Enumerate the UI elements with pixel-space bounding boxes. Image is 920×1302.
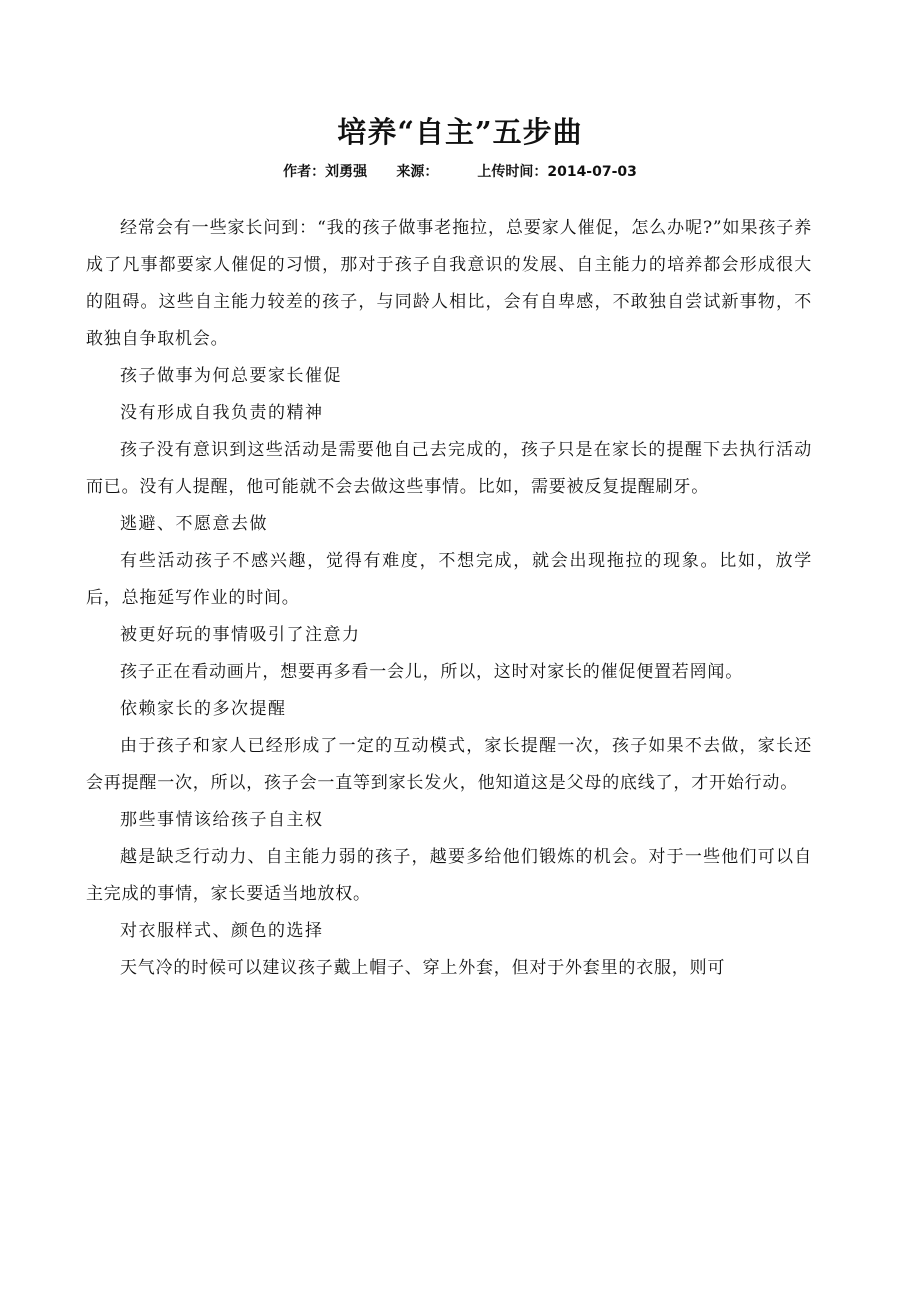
subsection-heading: 对衣服样式、颜色的选择 xyxy=(120,921,324,941)
paragraph: 有些活动孩子不感兴趣，觉得有难度，不想完成，就会出现拖拉的现象。比如，放学后，总拖延写作业的时间。 xyxy=(86,551,812,608)
paragraph: 由于孩子和家人已经形成了一定的互动模式，家长提醒一次，孩子如果不去做，家长还会再提醒一次，所以，孩子会一直等到家长发火，他知道这是父母的底线了，才开始行动。 xyxy=(86,736,812,793)
upload-date: 2014-07-03 xyxy=(547,164,637,180)
article-body xyxy=(86,210,812,987)
section-heading: 那些事情该给孩子自主权 xyxy=(120,810,324,830)
paragraph-intro: 经常会有一些家长问到：“我的孩子做事老拖拉，总要家人催促，怎么办呢?”如果孩子养成了凡事都要家人催促的习惯，那对于孩子自我意识的发展、自主能力的培养都会形成很大的阻碍。这些自主能力较差的孩子，与同龄人相比，会有自卑感，不敢独自尝试新事物，不敢独自争取机会。 xyxy=(86,218,812,349)
article-meta xyxy=(0,160,920,184)
subsection-heading: 被更好玩的事情吸引了注意力 xyxy=(120,625,361,645)
section-heading: 孩子做事为何总要家长催促 xyxy=(120,366,342,386)
paragraph: 孩子没有意识到这些活动是需要他自己去完成的，孩子只是在家长的提醒下去执行活动而已。没有人提醒，他可能就不会去做这些事情。比如，需要被反复提醒刷牙。 xyxy=(86,440,812,497)
subsection-heading: 逃避、不愿意去做 xyxy=(120,514,268,534)
paragraph: 孩子正在看动画片，想要再多看一会儿，所以，这时对家长的催促便置若罔闻。 xyxy=(120,662,743,682)
source-label: 来源： xyxy=(396,164,439,180)
paragraph: 越是缺乏行动力、自主能力弱的孩子，越要多给他们锻炼的机会。对于一些他们可以自主完成的事情，家长要适当地放权。 xyxy=(86,847,812,904)
paragraph: 天气冷的时候可以建议孩子戴上帽子、穿上外套，但对于外套里的衣服，则可 xyxy=(120,958,726,978)
article-title: 培养“自主”五步曲 xyxy=(337,115,583,149)
subsection-heading: 没有形成自我负责的精神 xyxy=(120,403,324,423)
subsection-heading: 依赖家长的多次提醒 xyxy=(120,699,287,719)
author-label: 作者： xyxy=(283,164,326,180)
upload-time-label: 上传时间： xyxy=(477,164,548,180)
author-name: 刘勇强 xyxy=(325,164,368,180)
